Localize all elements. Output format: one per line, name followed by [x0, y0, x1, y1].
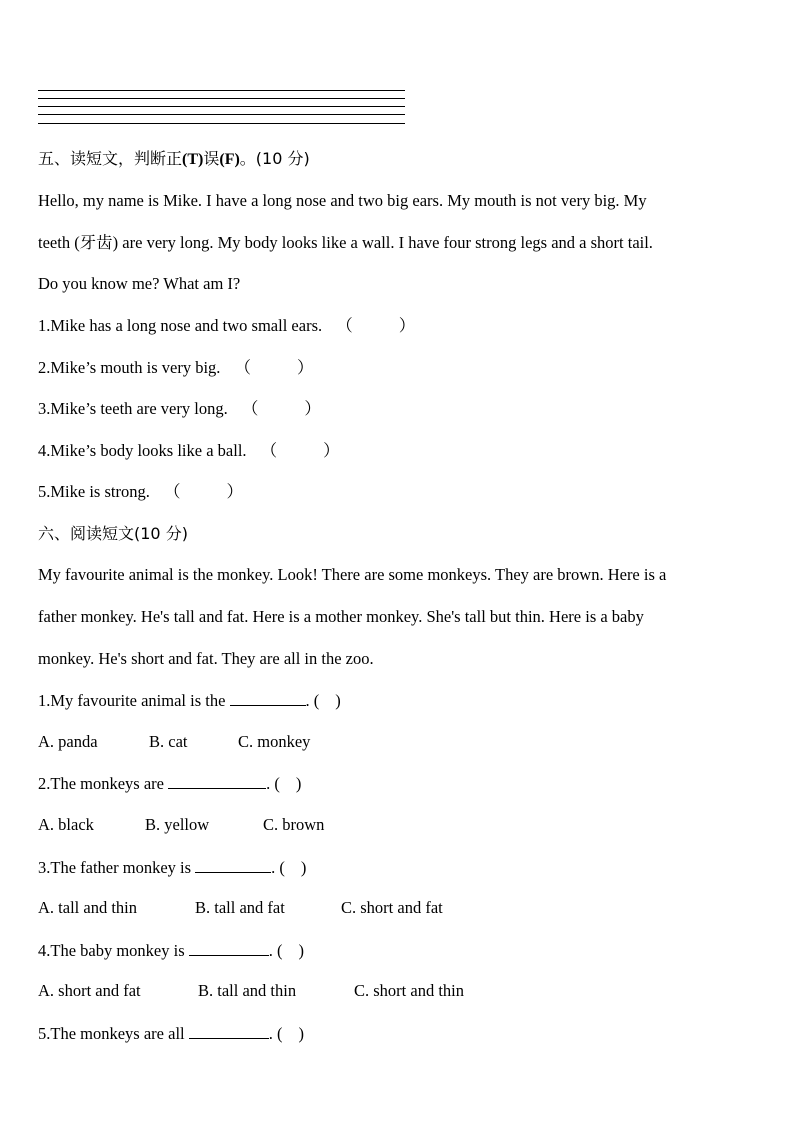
answer-paren[interactable]: （ ）	[234, 358, 314, 377]
option-c[interactable]: C. short and thin	[354, 981, 464, 1000]
answer-line-1	[38, 90, 405, 91]
section5-passage-line-1: Hello, my name is Mike. I have a long nose and two big ears. My mouth is not very big. My	[38, 191, 647, 210]
section5-passage-line-2: teeth (牙齿) are very long. My body looks like a wall. I have four strong legs and a short tail.	[38, 233, 653, 252]
answer-line-5	[38, 123, 405, 124]
option-a[interactable]: A. panda	[38, 732, 98, 751]
option-b[interactable]: B. cat	[149, 732, 188, 751]
answer-line-3	[38, 106, 405, 107]
section6-passage-line-2: father monkey. He's tall and fat. Here is a mother monkey. She's tall but thin. Here is a baby	[38, 607, 644, 626]
answer-paren[interactable]: （ ）	[336, 316, 416, 335]
option-a[interactable]: A. short and fat	[38, 981, 141, 1000]
question-1: 1.My favourite animal is the . ( )	[38, 691, 341, 710]
question-4-options	[38, 981, 464, 1001]
option-c[interactable]: C. brown	[263, 815, 325, 834]
answer-line-4	[38, 114, 405, 115]
question-3-options	[38, 898, 443, 918]
section5-heading: 五、读短文，判断正(T)误(F)。(10 分)	[38, 149, 310, 168]
answer-blank[interactable]	[189, 940, 269, 956]
question-5: 5.The monkeys are all . ( )	[38, 1024, 304, 1043]
tf-item-1: 1.Mike has a long nose and two small ears. （ ）	[38, 316, 416, 335]
answer-blank[interactable]	[189, 1023, 269, 1039]
option-c[interactable]: C. short and fat	[341, 898, 443, 917]
question-4: 4.The baby monkey is . ( )	[38, 941, 305, 960]
question-3: 3.The father monkey is . ( )	[38, 858, 307, 877]
section5-passage-line-3: Do you know me? What am I?	[38, 274, 241, 293]
question-1-options	[38, 732, 310, 752]
option-a[interactable]: A. black	[38, 815, 94, 834]
tf-item-4: 4.Mike’s body looks like a ball. （ ）	[38, 441, 340, 460]
answer-blank[interactable]	[195, 857, 271, 873]
answer-paren[interactable]: （ ）	[241, 399, 321, 418]
option-c[interactable]: C. monkey	[238, 732, 311, 751]
answer-paren[interactable]: （ ）	[163, 482, 243, 501]
answer-paren[interactable]: （ ）	[260, 441, 340, 460]
answer-line-2	[38, 98, 405, 99]
tf-item-5: 5.Mike is strong. （ ）	[38, 482, 243, 501]
option-b[interactable]: B. yellow	[145, 815, 210, 834]
tf-item-2: 2.Mike’s mouth is very big. （ ）	[38, 358, 314, 377]
option-b[interactable]: B. tall and thin	[198, 981, 297, 1000]
section6-passage-line-1: My favourite animal is the monkey. Look! There are some monkeys. They are brown. Here is a	[38, 565, 667, 584]
section6-heading: 六、阅读短文(10 分)	[38, 524, 188, 543]
question-2-options	[38, 815, 324, 835]
option-a[interactable]: A. tall and thin	[38, 898, 137, 917]
section6-passage-line-3: monkey. He's short and fat. They are all in the zoo.	[38, 649, 374, 668]
tf-item-3: 3.Mike’s teeth are very long. （ ）	[38, 399, 321, 418]
option-b[interactable]: B. tall and fat	[195, 898, 285, 917]
answer-blank[interactable]	[230, 690, 306, 706]
answer-blank[interactable]	[168, 773, 266, 789]
question-2: 2.The monkeys are . ( )	[38, 774, 302, 793]
